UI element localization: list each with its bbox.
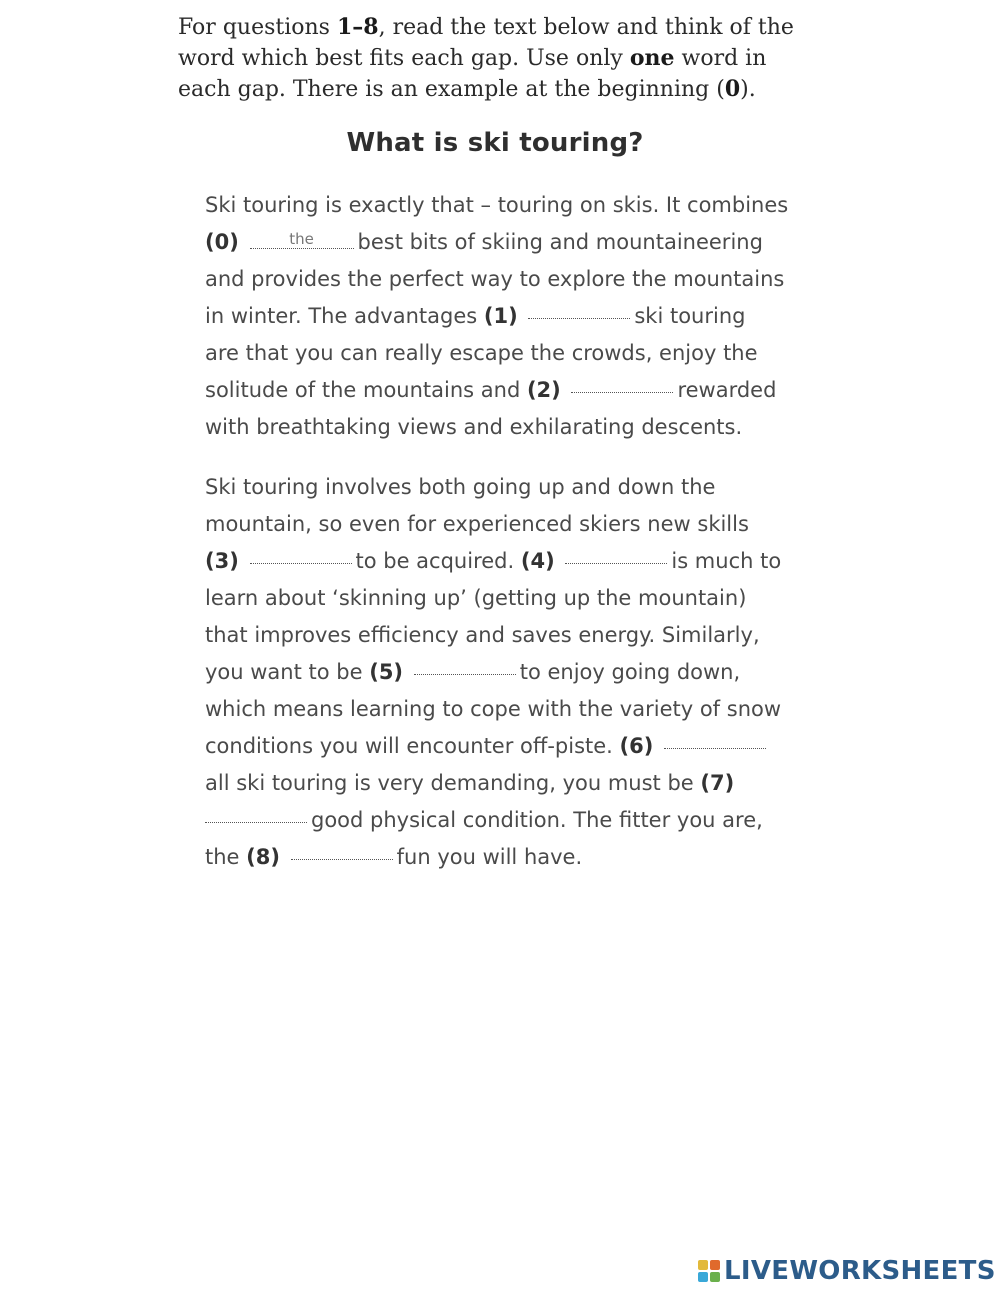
answer-gap-4[interactable] <box>565 543 667 564</box>
text-line: learn about ‘skinning up’ (getting up the mountain) <box>205 586 747 610</box>
gap-number: (8) <box>246 845 280 869</box>
text-line <box>205 728 825 765</box>
answer-gap-7[interactable] <box>205 802 307 823</box>
logo-block <box>698 1260 708 1270</box>
text-line <box>205 839 825 876</box>
example-answer: the <box>289 230 314 248</box>
text-line <box>205 765 825 802</box>
text-segment: all ski touring is very demanding, you must be <box>205 771 701 795</box>
liveworksheets-logo <box>698 1256 996 1286</box>
text-segment: fun you will have. <box>396 845 583 869</box>
brand-name: LIVEWORKSHEETS <box>724 1256 996 1286</box>
gap-number: (7) <box>700 771 735 795</box>
instructions-text: For questions <box>178 15 337 40</box>
example-gap <box>250 228 354 249</box>
text-line: with breathtaking views and exhilarating descents. <box>205 415 743 439</box>
answer-gap-3[interactable] <box>250 543 352 564</box>
text-segment: in winter. The advantages <box>205 304 484 328</box>
text-line: mountain, so even for experienced skiers new skills <box>205 512 749 536</box>
text-line <box>205 802 825 839</box>
gap-number: (1) <box>483 304 518 328</box>
text-line: and provides the perfect way to explore the mountains <box>205 267 785 291</box>
text-line: Ski touring involves both going up and down the <box>205 475 716 499</box>
text-segment: rewarded <box>677 378 777 402</box>
text-segment: you want to be <box>205 660 370 684</box>
answer-gap-6[interactable] <box>664 728 766 749</box>
logo-block <box>710 1260 720 1270</box>
gap-number: (2) <box>526 378 561 402</box>
text-line <box>205 654 825 691</box>
instructions-line-2 <box>178 43 818 74</box>
text-line: which means learning to cope with the variety of snow <box>205 697 782 721</box>
text-segment: is much to <box>671 549 782 573</box>
instructions-bold: 0 <box>724 76 741 102</box>
logo-block <box>698 1272 708 1282</box>
text-segment: conditions you will encounter off-piste. <box>205 734 620 758</box>
text-segment: to be acquired. <box>355 549 521 573</box>
instructions <box>178 12 818 105</box>
text-line <box>205 224 825 261</box>
instructions-text: , read the text below and think of the <box>378 15 794 40</box>
worksheet-title: What is ski touring? <box>346 128 644 158</box>
instructions-bold: 1–8 <box>336 14 379 40</box>
paragraph-1 <box>205 187 825 446</box>
text-segment: solitude of the mountains and <box>205 378 527 402</box>
instructions-text: word in <box>674 46 767 71</box>
text-segment: the <box>205 845 247 869</box>
paragraph-2 <box>205 469 825 876</box>
answer-gap-8[interactable] <box>291 839 393 860</box>
gap-number: (4) <box>520 549 555 573</box>
text-line: are that you can really escape the crowds, enjoy the <box>205 341 758 365</box>
text-segment: best bits of skiing and mountaineering <box>357 230 763 254</box>
text-line: that improves efficiency and saves energy. Similarly, <box>205 623 760 647</box>
text-segment: to enjoy going down, <box>519 660 741 684</box>
answer-gap-1[interactable] <box>528 298 630 319</box>
instructions-text: each gap. There is an example at the beginning ( <box>178 77 725 102</box>
text-line <box>205 298 825 335</box>
logo-blocks-icon <box>698 1260 720 1282</box>
logo-block <box>710 1272 720 1282</box>
gap-number: (3) <box>205 549 239 573</box>
answer-gap-2[interactable] <box>571 372 673 393</box>
instructions-text: ). <box>740 77 756 102</box>
instructions-line-3 <box>178 74 818 105</box>
text-segment: ski touring <box>634 304 746 328</box>
gap-number: (6) <box>619 734 654 758</box>
text-line <box>205 372 825 409</box>
instructions-line-1 <box>178 12 818 43</box>
text-line <box>205 543 825 580</box>
text-segment: good physical condition. The fitter you are, <box>311 808 763 832</box>
gap-number: (5) <box>369 660 404 684</box>
instructions-text: word which best fits each gap. Use only <box>178 46 630 71</box>
answer-gap-5[interactable] <box>414 654 516 675</box>
instructions-bold: one <box>629 45 675 71</box>
gap-number: (0) <box>205 230 239 254</box>
text-line: Ski touring is exactly that – touring on skis. It combines <box>205 193 789 217</box>
